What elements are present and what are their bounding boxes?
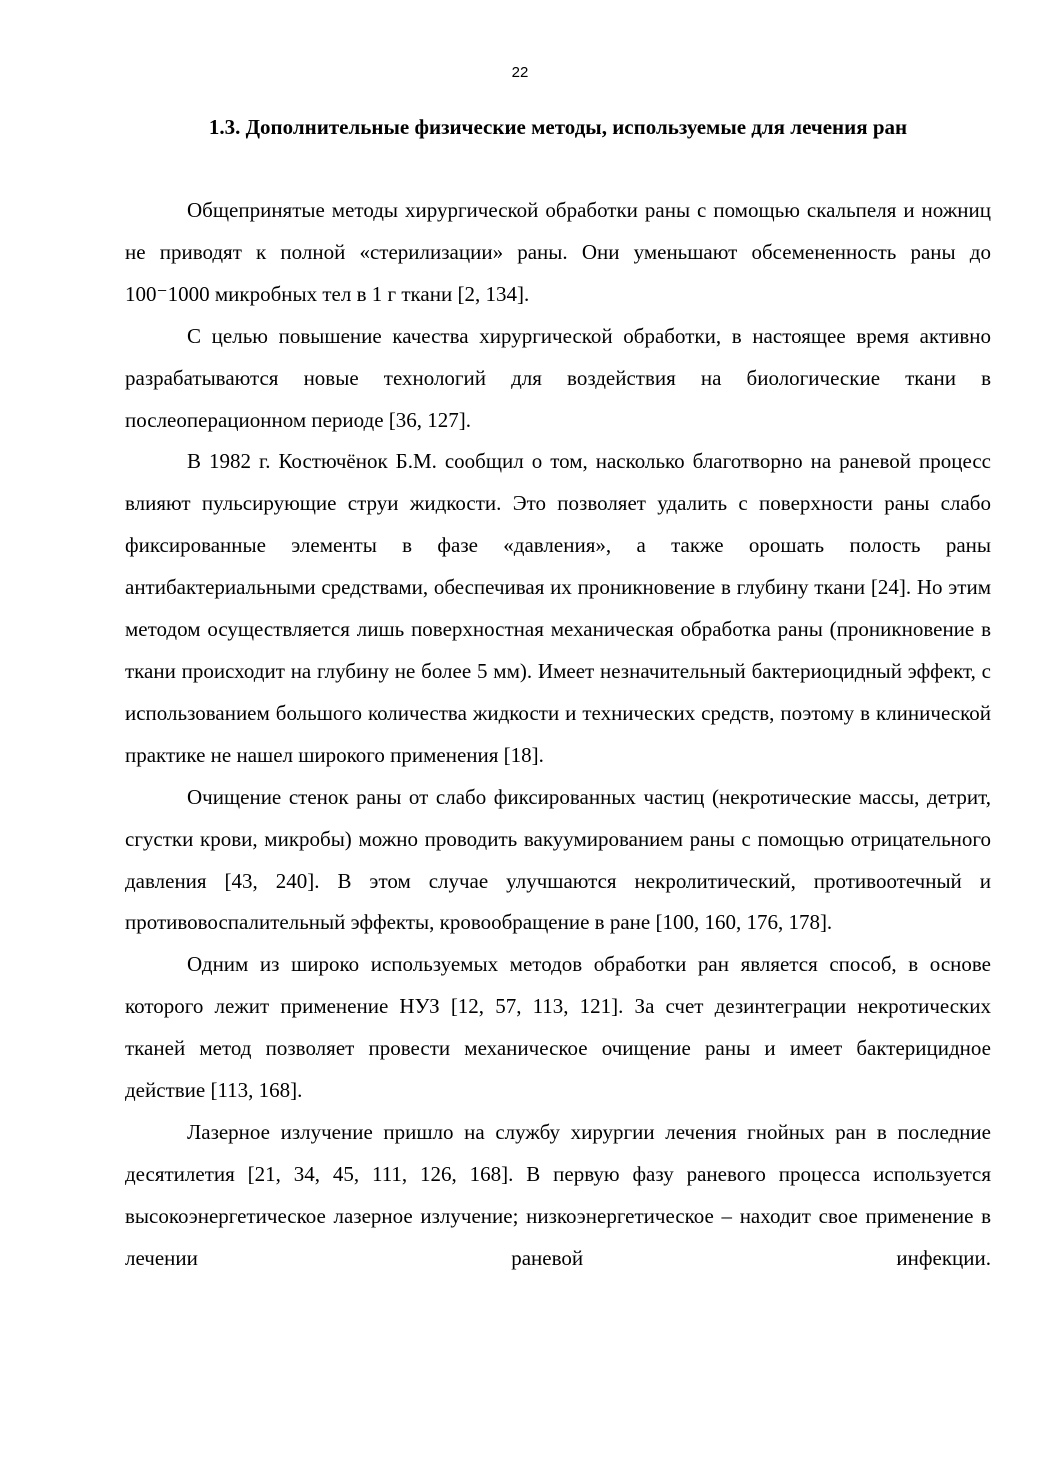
paragraph-6: Лазерное излучение пришло на службу хирургии лечения гнойных ран в последние десятилетия [21, 34, 45, 111, 126, 168]. В первую фазу раневого процесса используется высокоэнергетическое лазерное излучение; низкоэнергетическое – находит свое применение в лечении раневой инфекции. [125, 1119, 991, 1270]
document-body [125, 190, 991, 1280]
paragraph-3: В 1982 г. Костючёнок Б.М. сообщил о том, насколько благотворно на раневой процесс влияют пульсирующие струи жидкости. Это позволяет удалить с поверхности раны слабо фиксированные элементы в фазе «давления», а также орошать полость раны антибактериальными средствами, обеспечивая их проникновение в глубину ткани [24]. Но этим методом осуществляется лишь поверхностная механическая обработка раны (проникновение в ткани происходит на глубину не более 5 мм). Имеет незначительный бактериоцидный эффект, с использованием большого количества жидкости и технических средств, поэтому в клинической практике не нашел широкого применения [18]. [125, 449, 991, 767]
paragraph-4: Очищение стенок раны от слабо фиксированных частиц (некротические массы, детрит, сгустки крови, микробы) можно проводить вакуумированием раны с помощью отрицательного давления [43, 240]. В этом случае улучшаются некролитический, противоотечный и противовоспалительный эффекты, кровообращение в ране [100, 160, 176, 178]. [125, 784, 991, 935]
paragraph-1: Общепринятые методы хирургической обработки раны с помощью скальпеля и ножниц не приводят к полной «стерилизации» раны. Они уменьшают обсемененность раны до 100⁻1000 микробных тел в 1 г ткани [2, 134]. [125, 198, 991, 306]
paragraph-2: С целью повышение качества хирургической обработки, в настоящее время активно разрабатываются новые технологий для воздействия на биологические ткани в послеоперационном периоде [36, 127]. [125, 323, 991, 432]
page-number: 22 [511, 64, 529, 81]
section-heading: 1.3. Дополнительные физические методы, используемые для лечения ран [208, 115, 908, 139]
paragraph-5: Одним из широко используемых методов обработки ран является способ, в основе которого лежит применение НУЗ [12, 57, 113, 121]. За счет дезинтеграции некротических тканей метод позволяет провести механическое очищение раны и имеет бактерицидное действие [113, 168]. [125, 952, 991, 1103]
